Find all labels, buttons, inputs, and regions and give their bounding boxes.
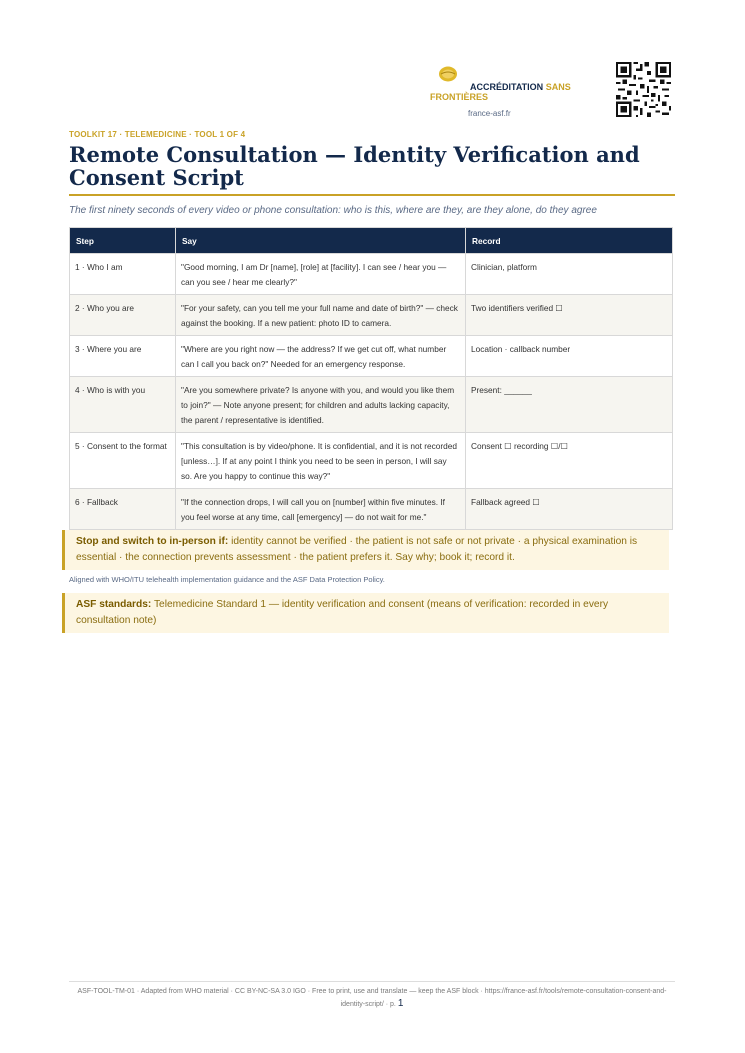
record-cell: Consent ☐ recording ☐/☐ [466, 433, 673, 489]
alignment-note: Aligned with WHO/ITU telehealth implementation guidance and the ASF Data Protection Policy. [69, 575, 385, 584]
title-divider [69, 194, 675, 196]
step-cell: 2 · Who you are [70, 295, 176, 336]
record-cell: Clinician, platform [466, 254, 673, 295]
say-cell: "For your safety, can you tell me your full name and date of birth?" — check against the booking. If a new patient: photo ID to camera. [176, 295, 466, 336]
stop-callout-label: Stop and switch to in-person if: [76, 536, 229, 547]
page-subtitle: The first ninety seconds of every video or phone consultation: who is this, where are they, are they alone, do they agree [69, 205, 597, 216]
page-footer [69, 986, 675, 1011]
footer-text: ASF-TOOL-TM-01 · Adapted from WHO material · CC BY-NC-SA 3.0 IGO · Free to print, use and translate — keep the ASF block · https://france-asf.fr/tools/remote-consultation-consent-and-identity-script/ · p. [77, 988, 667, 1008]
column-header-step: Step [70, 228, 176, 254]
say-cell: "If the connection drops, I will call you on [number] within five minutes. If you feel worse at any time, call [emergency] — do not wait for me." [176, 489, 466, 530]
page-number: 1 [397, 998, 404, 1009]
page-title: Remote Consultation — Identity Verification and Consent Script [69, 142, 640, 190]
step-cell: 6 · Fallback [70, 489, 176, 530]
step-cell: 5 · Consent to the format [70, 433, 176, 489]
say-cell: "This consultation is by video/phone. It is confidential, and it is not recorded [unless…]. If at any point I think you need to be seen in person, I will say so. Are you happy to continue this way?" [176, 433, 466, 489]
record-cell: Location · callback number [466, 336, 673, 377]
step-cell: 1 · Who I am [70, 254, 176, 295]
brand-name [430, 82, 600, 102]
asf-standards-label: ASF standards: [76, 599, 152, 610]
step-cell: 4 · Who is with you [70, 377, 176, 433]
say-cell: "Good morning, I am Dr [name], [role] at [facility]. I can see / hear you — can you see / hear me clearly?" [176, 254, 466, 295]
stop-callout [62, 530, 669, 570]
toolkit-kicker: TOOLKIT 17 · TELEMEDICINE · TOOL 1 OF 4 [69, 130, 246, 139]
say-cell: "Are you somewhere private? Is anyone with you, and would you like them to join?" — Note anyone present; for children and adults lacking capacity, the parent / representative is identified. [176, 377, 466, 433]
table-row [70, 295, 673, 336]
say-cell: "Where are you right now — the address? If we get cut off, what number can I call you back on?" Needed for an emergency response. [176, 336, 466, 377]
asf-logo-icon [438, 66, 458, 82]
asf-standards-text: Telemedicine Standard 1 — identity verification and consent (means of verification: recorded in every consultation note) [76, 599, 609, 626]
table-row [70, 336, 673, 377]
record-cell: Two identifiers verified ☐ [466, 295, 673, 336]
brand-name-part1: ACCRÉDITATION [470, 82, 544, 92]
step-cell: 3 · Where you are [70, 336, 176, 377]
script-table [69, 227, 673, 530]
table-header-row [70, 228, 673, 254]
record-cell: Present: ______ [466, 377, 673, 433]
footer-divider [69, 981, 675, 982]
table-row [70, 489, 673, 530]
column-header-record: Record [466, 228, 673, 254]
qr-code-icon [616, 62, 671, 117]
column-header-say: Say [176, 228, 466, 254]
brand-url[interactable]: france-asf.fr [468, 109, 511, 118]
table-row [70, 433, 673, 489]
brand-name-part2: SANS FRONTIÈRES [430, 82, 571, 102]
table-row [70, 254, 673, 295]
record-cell: Fallback agreed ☐ [466, 489, 673, 530]
stop-callout-text: identity cannot be verified · the patient is not safe or not private · a physical examination is essential · the connection prevents assessment · the patient prefers it. Say why; book it; record it. [76, 536, 638, 563]
table-row [70, 377, 673, 433]
asf-standards-callout [62, 593, 669, 633]
